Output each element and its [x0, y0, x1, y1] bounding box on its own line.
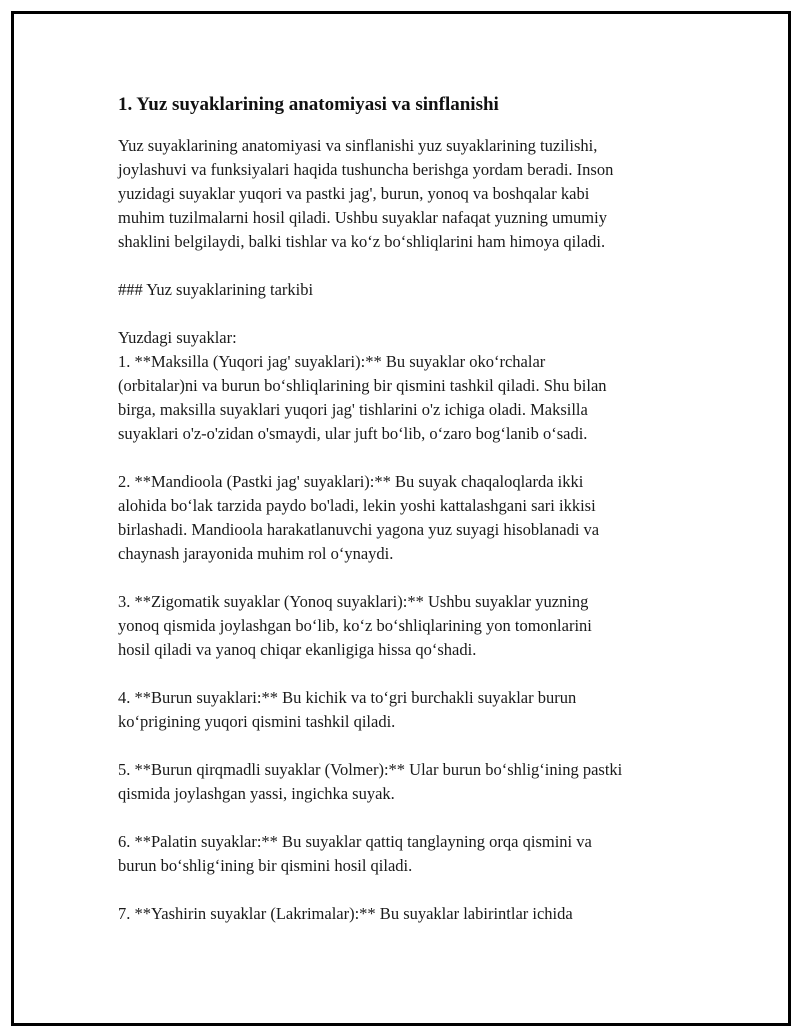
intro-line: joylashuvi va funksiyalari haqida tushuncha berishga yordam beradi. Inson	[118, 160, 614, 179]
list-item-line: birlashadi. Mandioola harakatlanuvchi yagona yuz suyagi hisoblanadi va	[118, 520, 600, 539]
spacer	[118, 734, 698, 758]
list-item-line: suyaklari o'z-o'zidan o'smaydi, ular juft bo‘lib, o‘zaro bog‘lanib o‘sadi.	[118, 424, 588, 443]
document-body	[118, 92, 698, 926]
list-item-line: 6. **Palatin suyaklar:** Bu suyaklar qattiq tanglayning orqa qismini va	[118, 832, 592, 851]
list-item-line: 3. **Zigomatik suyaklar (Yonoq suyaklari):** Ushbu suyaklar yuzning	[118, 592, 589, 611]
intro-line: yuzidagi suyaklar yuqori va pastki jag', burun, yonoq va boshqalar kabi	[118, 184, 590, 203]
spacer	[118, 662, 698, 686]
spacer	[118, 806, 698, 830]
intro-line: muhim tuzilmalarni hosil qiladi. Ushbu suyaklar nafaqat yuzning umumiy	[118, 208, 607, 227]
list-item-zigomatik	[118, 590, 698, 662]
list-item-line: 2. **Mandioola (Pastki jag' suyaklari):** Bu suyak chaqaloqlarda ikki	[118, 472, 584, 491]
list-item-line: 4. **Burun suyaklari:** Bu kichik va to‘gri burchakli suyaklar burun	[118, 688, 577, 707]
list-item-mandioola	[118, 470, 698, 566]
list-intro: Yuzdagi suyaklar:	[118, 328, 237, 347]
spacer	[118, 566, 698, 590]
list-item-lakrimalar	[118, 902, 698, 926]
document-title: 1. Yuz suyaklarining anatomiyasi va sinflanishi	[118, 94, 499, 115]
list-item-line: (orbitalar)ni va burun bo‘shliqlarining bir qismini tashkil qiladi. Shu bilan	[118, 376, 607, 395]
list-item-maksilla	[118, 350, 698, 446]
spacer	[118, 446, 698, 470]
list-item-line: chaynash jarayonida muhim rol o‘ynaydi.	[118, 544, 394, 563]
list-item-line: hosil qiladi va yanoq chiqar ekanligiga hissa qo‘shadi.	[118, 640, 477, 659]
spacer	[118, 878, 698, 902]
list-item-burun	[118, 686, 698, 734]
list-item-line: yonoq qismida joylashgan bo‘lib, ko‘z bo‘shliqlarining yon tomonlarini	[118, 616, 592, 635]
spacer	[118, 254, 698, 278]
list-item-line: alohida bo‘lak tarzida paydo bo'ladi, lekin yoshi kattalashgani sari ikkisi	[118, 496, 596, 515]
list-item-line: 1. **Maksilla (Yuqori jag' suyaklari):** Bu suyaklar oko‘rchalar	[118, 352, 546, 371]
list-item-line: ko‘prigining yuqori qismini tashkil qiladi.	[118, 712, 396, 731]
subheading: ### Yuz suyaklarining tarkibi	[118, 280, 314, 299]
spacer	[118, 302, 698, 326]
intro-line: Yuz suyaklarining anatomiyasi va sinflanishi yuz suyaklarining tuzilishi,	[118, 136, 598, 155]
list-item-line: qismida joylashgan yassi, ingichka suyak.	[118, 784, 395, 803]
list-item-line: 7. **Yashirin suyaklar (Lakrimalar):** Bu suyaklar labirintlar ichida	[118, 904, 573, 923]
intro-line: shaklini belgilaydi, balki tishlar va ko‘z bo‘shliqlarini ham himoya qiladi.	[118, 232, 606, 251]
list-item-palatin	[118, 830, 698, 878]
list-item-line: burun bo‘shlig‘ining bir qismini hosil qiladi.	[118, 856, 413, 875]
list-item-line: birga, maksilla suyaklari yuqori jag' tishlarini o'z ichiga oladi. Maksilla	[118, 400, 588, 419]
list-item-volmer	[118, 758, 698, 806]
list-item-line: 5. **Burun qirqmadli suyaklar (Volmer):** Ular burun bo‘shlig‘ining pastki	[118, 760, 623, 779]
intro-paragraph	[118, 134, 698, 254]
